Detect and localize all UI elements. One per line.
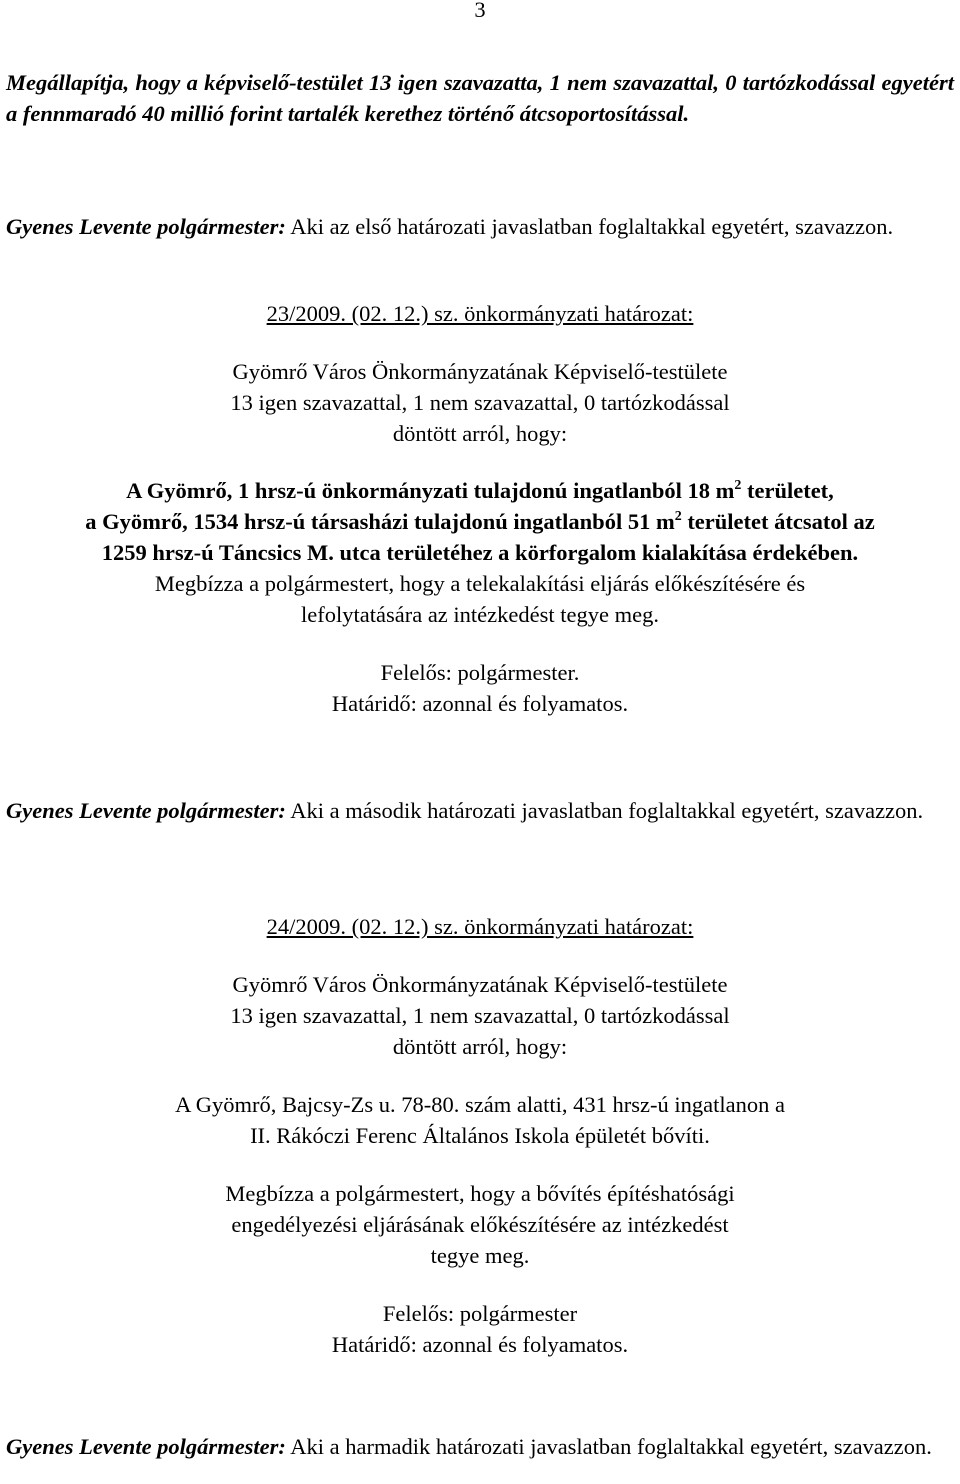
mandate-line: Megbízza a polgármestert, hogy a bővítés építéshatósági <box>225 1181 735 1206</box>
mandate-line: tegye meg. <box>430 1243 530 1268</box>
resolution-decision <box>6 475 954 568</box>
mayor-speech-3 <box>6 1431 954 1462</box>
speaker-label: Gyenes Levente polgármester: <box>6 214 286 239</box>
resolution-title: 23/2009. (02. 12.) sz. önkormányzati határozat: <box>266 301 694 326</box>
deadline: Határidő: azonnal és folyamatos. <box>331 1332 629 1357</box>
decision-line: A Gyömrő, 1 hrsz-ú önkormányzati tulajdonú ingatlanból 18 m <box>126 478 735 503</box>
mayor-speech-2 <box>6 795 954 826</box>
mandate-line: lefolytatására az intézkedést tegye meg. <box>301 602 659 627</box>
resolution-vote: 13 igen szavazattal, 1 nem szavazattal, 0 tartózkodással <box>230 390 730 415</box>
superscript: 2 <box>734 478 742 493</box>
decision-line: 1259 hrsz-ú Táncsics M. utca területéhez a körforgalom kialakítása érdekében. <box>101 540 859 565</box>
page-number: 3 <box>474 0 486 22</box>
decision-line-end: területet átcsatol az <box>681 509 875 534</box>
speaker-label: Gyenes Levente polgármester: <box>6 798 286 823</box>
resolution-decision <box>6 1089 954 1151</box>
decision-line: a Gyömrő, 1534 hrsz-ú társasházi tulajdonú ingatlanból 51 m <box>85 509 675 534</box>
deadline: Határidő: azonnal és folyamatos. <box>331 691 629 716</box>
speech-text: Aki az első határozati javaslatban foglaltakkal egyetért, szavazzon. <box>285 214 894 239</box>
resolution-title: 24/2009. (02. 12.) sz. önkormányzati határozat: <box>266 914 694 939</box>
mandate-line: engedélyezési eljárásának előkészítésére az intézkedést <box>231 1212 729 1237</box>
superscript: 2 <box>674 509 682 524</box>
decision-line-end: területet, <box>741 478 834 503</box>
resolution-body: Gyömrő Város Önkormányzatának Képviselő-testülete <box>232 972 728 997</box>
mayor-speech-1 <box>6 211 954 242</box>
resolution-23 <box>6 298 954 719</box>
resolution-24 <box>6 911 954 1360</box>
speech-text: Aki a második határozati javaslatban foglaltakkal egyetért, szavazzon. <box>285 798 924 823</box>
intro-paragraph: Megállapítja, hogy a képviselő-testület 13 igen szavazatta, 1 nem szavazattal, 0 tartózkodással egyetért a fennmaradó 40 millió forint tartalék kerethez történő átcsoportosítással. <box>6 70 954 126</box>
mandate-line: Megbízza a polgármestert, hogy a telekalakítási eljárás előkészítésére és <box>154 571 806 596</box>
responsible: Felelős: polgármester. <box>380 660 580 685</box>
responsible: Felelős: polgármester <box>382 1301 578 1326</box>
decision-line: II. Rákóczi Ferenc Általános Iskola épületét bővíti. <box>250 1123 710 1148</box>
speaker-label: Gyenes Levente polgármester: <box>6 1434 286 1459</box>
resolution-decided: döntött arról, hogy: <box>392 1034 568 1059</box>
resolution-body: Gyömrő Város Önkormányzatának Képviselő-testülete <box>232 359 728 384</box>
resolution-vote: 13 igen szavazattal, 1 nem szavazattal, 0 tartózkodással <box>230 1003 730 1028</box>
decision-line: A Gyömrő, Bajcsy-Zs u. 78-80. szám alatti, 431 hrsz-ú ingatlanon a <box>175 1092 785 1117</box>
resolution-decided: döntött arról, hogy: <box>392 421 568 446</box>
speech-text: Aki a harmadik határozati javaslatban foglaltakkal egyetért, szavazzon. <box>285 1434 932 1459</box>
